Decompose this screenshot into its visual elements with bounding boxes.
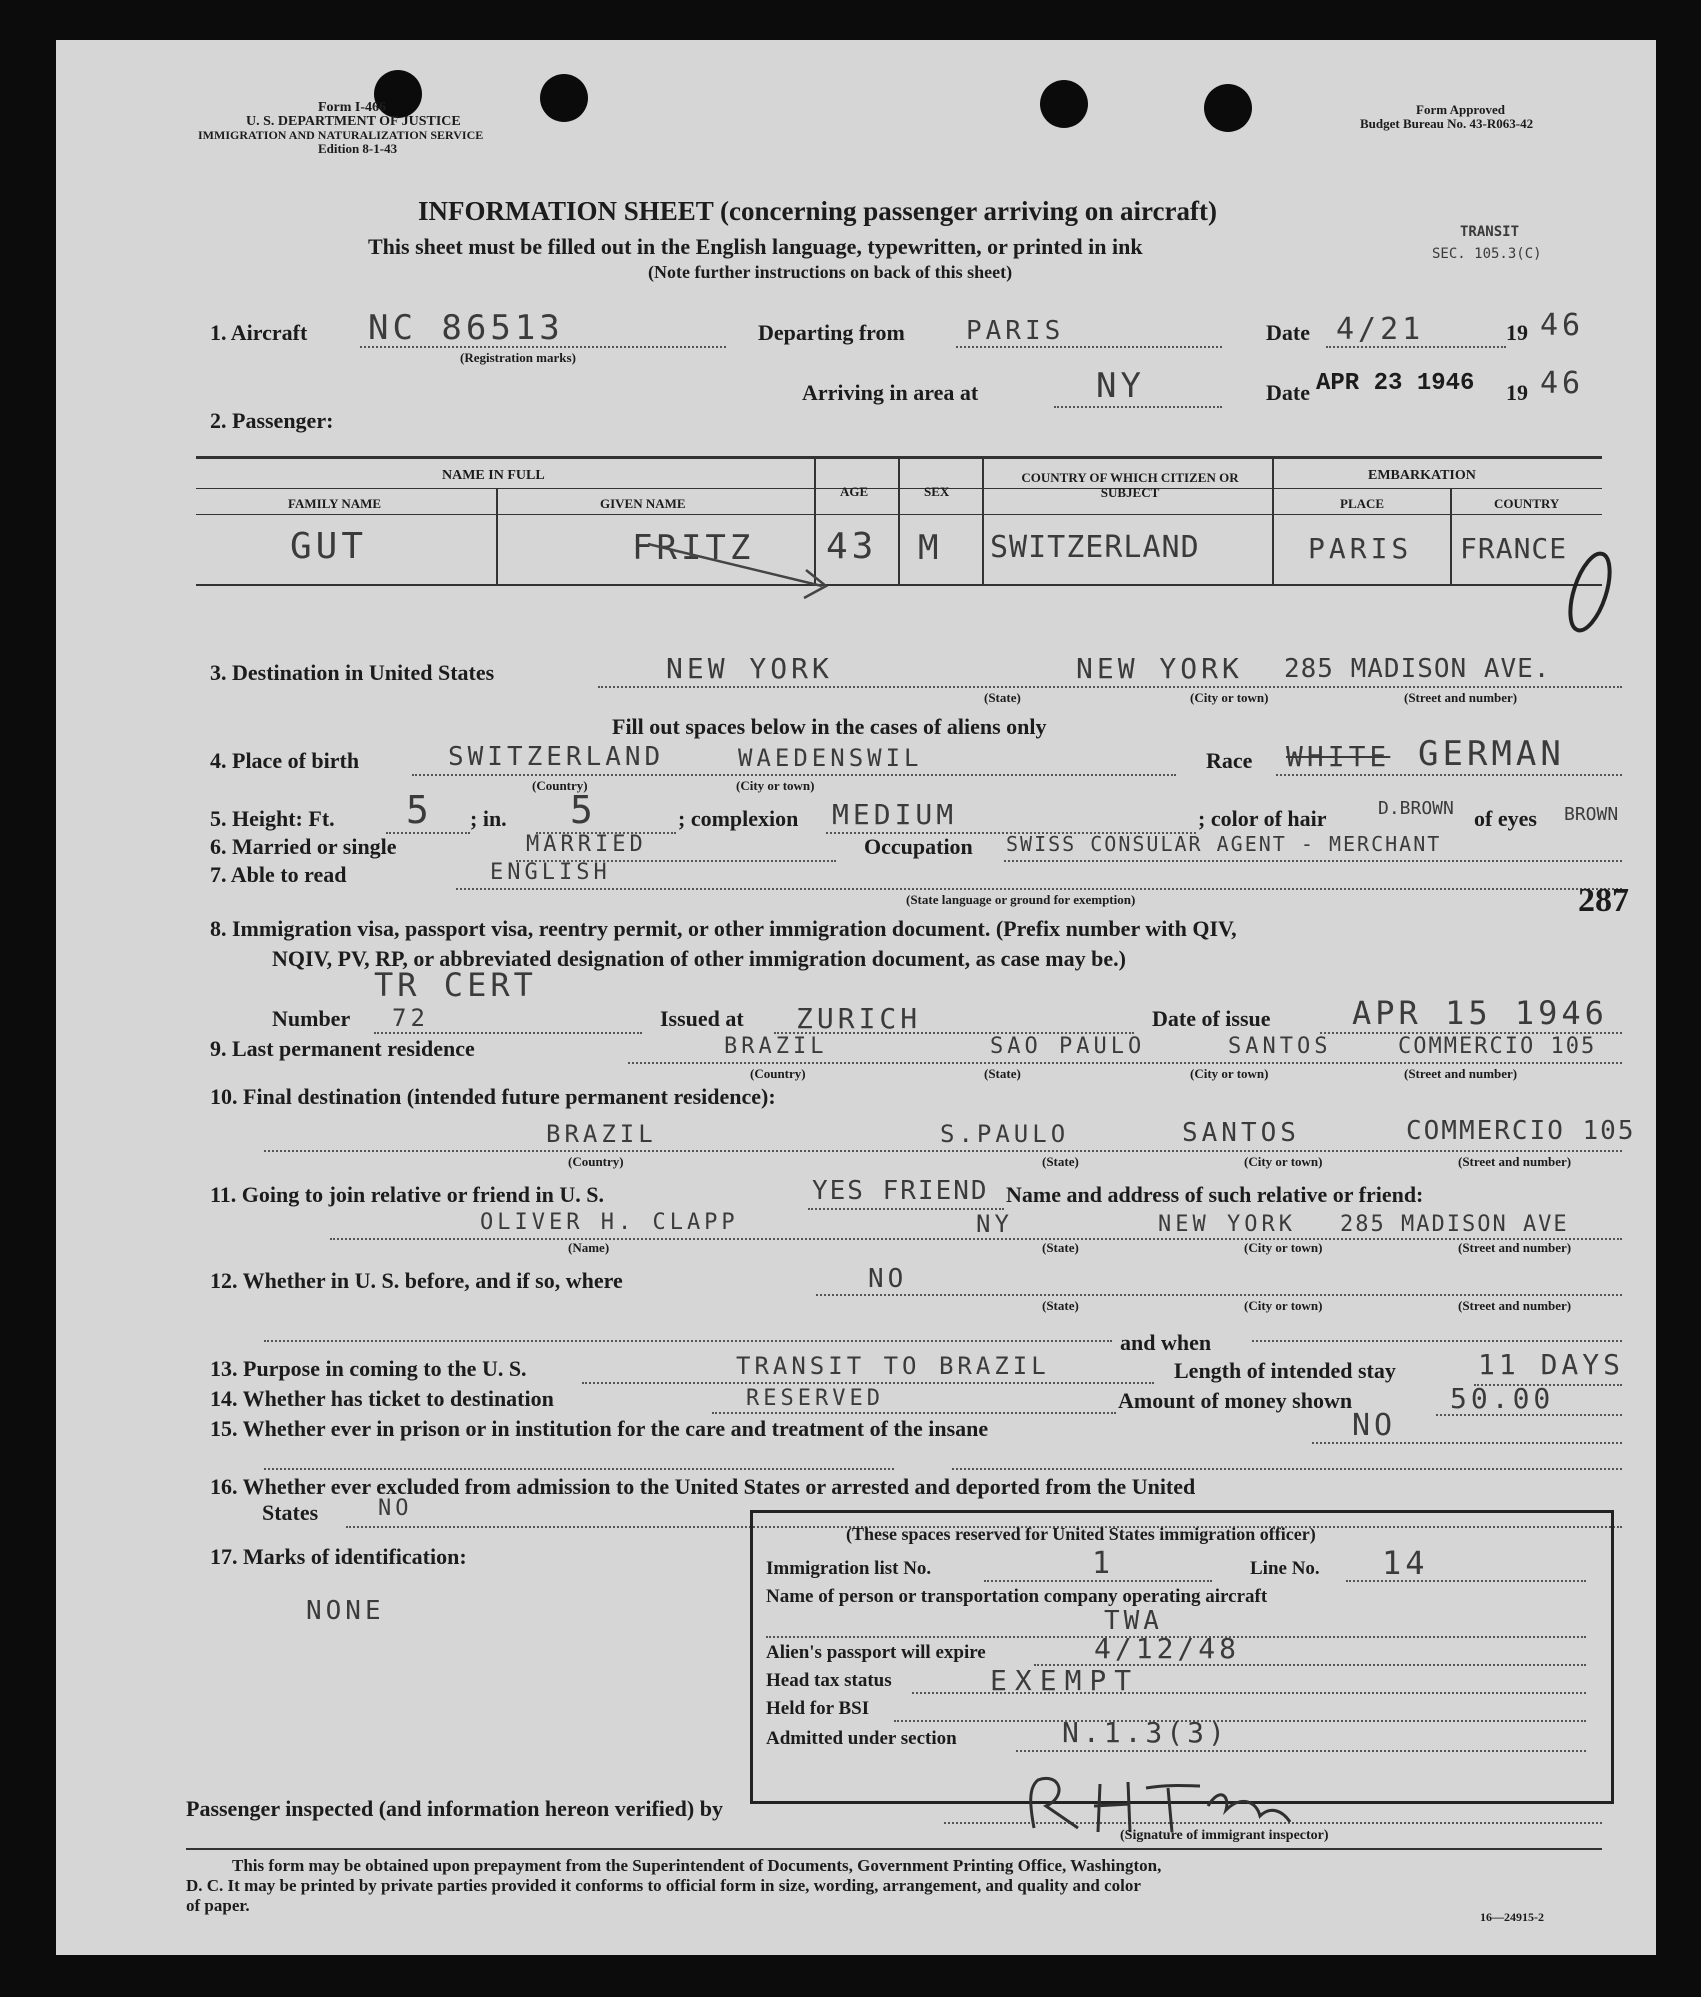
caption-state: (State): [984, 690, 1021, 705]
arrival-year: 46: [1540, 366, 1585, 401]
form-sheet: [56, 40, 1656, 1955]
destination-label: 3. Destination in United States: [210, 660, 495, 685]
aliens-heading: Fill out spaces below in the cases of aliens only: [612, 714, 1047, 739]
height-label: 5. Height: Ft.: [210, 806, 335, 831]
list-no-label: Immigration list No.: [766, 1558, 932, 1579]
form-subtitle: This sheet must be filled out in the English language, typewritten, or printed in ink: [368, 234, 1143, 259]
purpose-value: TRANSIT TO BRAZIL: [736, 1352, 1050, 1380]
col-country: COUNTRY: [1494, 496, 1560, 511]
issued-value: ZURICH: [796, 1002, 922, 1035]
col-place: PLACE: [1340, 496, 1385, 511]
line-no-value: 14: [1382, 1544, 1429, 1582]
citizenship-value: SWITZERLAND: [990, 530, 1200, 565]
residence-country: BRAZIL: [724, 1034, 828, 1059]
registration-caption: (Registration marks): [460, 350, 576, 365]
birth-country: SWITZERLAND: [448, 742, 665, 772]
tax-label: Head tax status: [766, 1670, 892, 1691]
final-street: COMMERCIO 105: [1406, 1116, 1636, 1146]
final-country: BRAZIL: [546, 1120, 657, 1148]
caption-street: (Street and number): [1404, 1066, 1518, 1081]
footer-text-3: of paper.: [186, 1896, 250, 1915]
punch-hole: [1040, 80, 1088, 128]
caption-language: (State language or ground for exemption): [906, 892, 1136, 907]
stamp-number: 287: [1578, 882, 1629, 919]
stay-label: Length of intended stay: [1174, 1358, 1396, 1383]
friend-city: NEW YORK: [1158, 1212, 1296, 1237]
given-name-value: FRITZ: [632, 528, 755, 568]
section-label: Admitted under section: [766, 1728, 957, 1749]
year-prefix: 19: [1506, 320, 1528, 345]
passport-value: 4/12/48: [1094, 1632, 1241, 1665]
arrival-date-label: Date: [1266, 380, 1310, 405]
excluded-label: 16. Whether ever excluded from admission to the United States or arrested and deported from the United: [210, 1474, 1196, 1499]
document-instructions: 8. Immigration visa, passport visa, reentry permit, or other immigration document. (Prefix number with QIV,: [210, 916, 1237, 941]
col-family-name: FAMILY NAME: [288, 496, 382, 511]
read-label: 7. Able to read: [210, 862, 347, 887]
footer-text: This form may be obtained upon prepayment from the Superintendent of Documents, Government Printing Office, Washington,: [232, 1856, 1162, 1875]
height-ft: 5: [406, 788, 433, 832]
dest-street: 285 MADISON AVE.: [1284, 654, 1551, 684]
signature-caption: (Signature of immigrant inspector): [1120, 1828, 1329, 1843]
arrival-stamp: APR 23 1946: [1316, 370, 1475, 397]
join-value: YES FRIEND: [812, 1176, 989, 1206]
col-citizenship: COUNTRY OF WHICH CITIZEN OR SUBJECT: [1021, 470, 1239, 500]
document-type: TR CERT: [374, 966, 537, 1004]
col-embarkation: EMBARKATION: [1368, 468, 1476, 483]
caption-city: (City or town): [736, 778, 815, 793]
final-state: S.PAULO: [940, 1120, 1070, 1148]
occupation-value: SWISS CONSULAR AGENT - MERCHANT: [1006, 832, 1442, 856]
purpose-label: 13. Purpose in coming to the U. S.: [210, 1356, 527, 1381]
caption-street: (Street and number): [1458, 1154, 1572, 1169]
caption-street: (Street and number): [1458, 1298, 1572, 1313]
caption-street: (Street and number): [1458, 1240, 1572, 1255]
caption-country: (Country): [750, 1066, 806, 1081]
eyes-label: of eyes: [1474, 806, 1537, 831]
col-age: AGE: [840, 484, 869, 499]
departing-label: Departing from: [758, 320, 905, 345]
join-label: 11. Going to join relative or friend in U. S.: [210, 1182, 604, 1207]
friend-name: OLIVER H. CLAPP: [480, 1210, 739, 1235]
issue-date-label: Date of issue: [1152, 1006, 1271, 1031]
doc-number-label: Number: [272, 1006, 351, 1031]
final-city: SANTOS: [1182, 1118, 1300, 1148]
caption-city: (City or town): [1244, 1240, 1323, 1255]
hair-label: ; color of hair: [1198, 806, 1327, 831]
date-label: Date: [1266, 320, 1310, 345]
issued-label: Issued at: [660, 1006, 744, 1031]
family-name-value: GUT: [290, 526, 368, 567]
aircraft-value: NC 86513: [368, 308, 564, 348]
us-before-label: 12. Whether in U. S. before, and if so, where: [210, 1268, 623, 1293]
age-value: 43: [826, 526, 878, 567]
carrier-label: Name of person or transportation company operating aircraft: [766, 1586, 1268, 1607]
budget-bureau: Budget Bureau No. 43-R063-42: [1360, 116, 1534, 131]
footer-code: 16—24915-2: [1480, 1910, 1544, 1924]
document-instructions-2: NQIV, PV, RP, or abbreviated designation of other immigration document, as case may be.): [272, 946, 1126, 971]
departing-value: PARIS: [966, 316, 1065, 346]
occupation-label: Occupation: [864, 834, 973, 859]
departing-year: 46: [1540, 308, 1585, 343]
form-title: INFORMATION SHEET (concerning passenger arriving on aircraft): [418, 196, 1217, 226]
sex-value: M: [918, 528, 943, 568]
eyes-value: BROWN: [1564, 804, 1619, 825]
race-label: Race: [1206, 748, 1253, 773]
birthplace-label: 4. Place of birth: [210, 748, 360, 773]
caption-state: (State): [1042, 1240, 1079, 1255]
race-value: GERMAN: [1418, 734, 1565, 774]
col-sex: SEX: [924, 484, 950, 499]
height-in: 5: [570, 788, 597, 832]
col-name-in-full: NAME IN FULL: [442, 468, 545, 483]
circle-mark: [1568, 540, 1618, 640]
us-before-value: NO: [868, 1264, 908, 1294]
section-value: N.1.3(3): [1062, 1716, 1229, 1749]
money-value: 50.00: [1450, 1382, 1555, 1415]
caption-city: (City or town): [1190, 690, 1269, 705]
complexion-value: MEDIUM: [832, 798, 958, 831]
caption-city: (City or town): [1244, 1298, 1323, 1313]
aircraft-label: 1. Aircraft: [210, 320, 308, 345]
residence-state: SAO PAULO: [990, 1034, 1146, 1059]
embark-place-value: PARIS: [1308, 532, 1413, 565]
read-value: ENGLISH: [490, 860, 611, 885]
caption-city: (City or town): [1244, 1154, 1323, 1169]
passport-label: Alien's passport will expire: [766, 1642, 986, 1663]
marital-value: MARRIED: [526, 832, 647, 857]
caption-street: (Street and number): [1404, 690, 1518, 705]
inspected-label: Passenger inspected (and information hereon verified) by: [186, 1796, 723, 1821]
embark-country-value: FRANCE: [1460, 532, 1568, 565]
passenger-label: 2. Passenger:: [210, 408, 334, 433]
caption-country: (Country): [532, 778, 588, 793]
footer-text-2: D. C. It may be printed by private parties provided it conforms to official form in size, wording, arrangement, and quality and color: [186, 1876, 1141, 1895]
caption-state: (State): [1042, 1298, 1079, 1313]
identification-value: NONE: [306, 1596, 385, 1626]
and-when-label: and when: [1120, 1330, 1212, 1355]
ticket-label: 14. Whether has ticket to destination: [210, 1386, 554, 1411]
birth-city: WAEDENSWIL: [738, 744, 923, 772]
form-approved: Form Approved: [1416, 102, 1505, 117]
prison-value: NO: [1352, 1408, 1397, 1443]
complexion-label: ; complexion: [678, 806, 799, 831]
caption-name: (Name): [568, 1240, 610, 1255]
final-dest-label: 10. Final destination (intended future permanent residence):: [210, 1084, 776, 1109]
prison-label: 15. Whether ever in prison or in institution for the care and treatment of the insane: [210, 1416, 989, 1441]
excluded-value: NO: [378, 1496, 413, 1521]
residence-city: SANTOS: [1228, 1034, 1332, 1059]
year-prefix: 19: [1506, 380, 1528, 405]
officer-heading: (These spaces reserved for United States immigration officer): [846, 1524, 1316, 1544]
friend-street: 285 MADISON AVE: [1340, 1212, 1569, 1237]
tax-value: EXEMPT: [990, 1664, 1140, 1697]
form-number: Form I-466: [318, 100, 387, 115]
stay-value: 11 DAYS: [1478, 1348, 1625, 1381]
caption-city: (City or town): [1190, 1066, 1269, 1081]
carrier-value: TWA: [1104, 1606, 1163, 1636]
punch-hole: [540, 74, 588, 122]
service: IMMIGRATION AND NATURALIZATION SERVICE: [198, 128, 484, 142]
dest-state: NEW YORK: [666, 652, 833, 685]
transit-stamp: TRANSIT: [1460, 224, 1520, 240]
edition: Edition 8-1-43: [318, 141, 398, 156]
arriving-value: NY: [1096, 366, 1145, 406]
residence-label: 9. Last permanent residence: [210, 1036, 475, 1061]
friend-address-label: Name and address of such relative or friend:: [1006, 1182, 1424, 1207]
caption-state: (State): [1042, 1154, 1079, 1169]
punch-hole: [1204, 84, 1252, 132]
race-struck: WHITE: [1286, 740, 1391, 773]
excluded-label-2: States: [262, 1500, 319, 1525]
hair-value: D.BROWN: [1378, 798, 1454, 819]
form-note: (Note further instructions on back of this sheet): [648, 262, 1013, 282]
ticket-value: RESERVED: [746, 1386, 884, 1411]
inches-label: ; in.: [470, 806, 507, 831]
marital-label: 6. Married or single: [210, 834, 397, 859]
residence-street: COMMERCIO 105: [1398, 1034, 1597, 1059]
section-stamp: SEC. 105.3(C): [1432, 246, 1542, 262]
department: U. S. DEPARTMENT OF JUSTICE: [246, 114, 461, 129]
identification-label: 17. Marks of identification:: [210, 1544, 467, 1569]
list-no-value: 1: [1092, 1546, 1115, 1581]
money-label: Amount of money shown: [1118, 1388, 1353, 1413]
dest-city: NEW YORK: [1076, 652, 1243, 685]
doc-number: 72: [392, 1004, 429, 1032]
bsi-label: Held for BSI: [766, 1698, 870, 1719]
issue-date: APR 15 1946: [1352, 994, 1608, 1032]
departing-date: 4/21: [1336, 312, 1425, 347]
col-given-name: GIVEN NAME: [600, 496, 686, 511]
line-no-label: Line No.: [1250, 1558, 1320, 1579]
caption-country: (Country): [568, 1154, 624, 1169]
friend-state: NY: [976, 1210, 1013, 1238]
arriving-label: Arriving in area at: [802, 380, 979, 405]
caption-state: (State): [984, 1066, 1021, 1081]
arrow-mark: [646, 540, 836, 610]
